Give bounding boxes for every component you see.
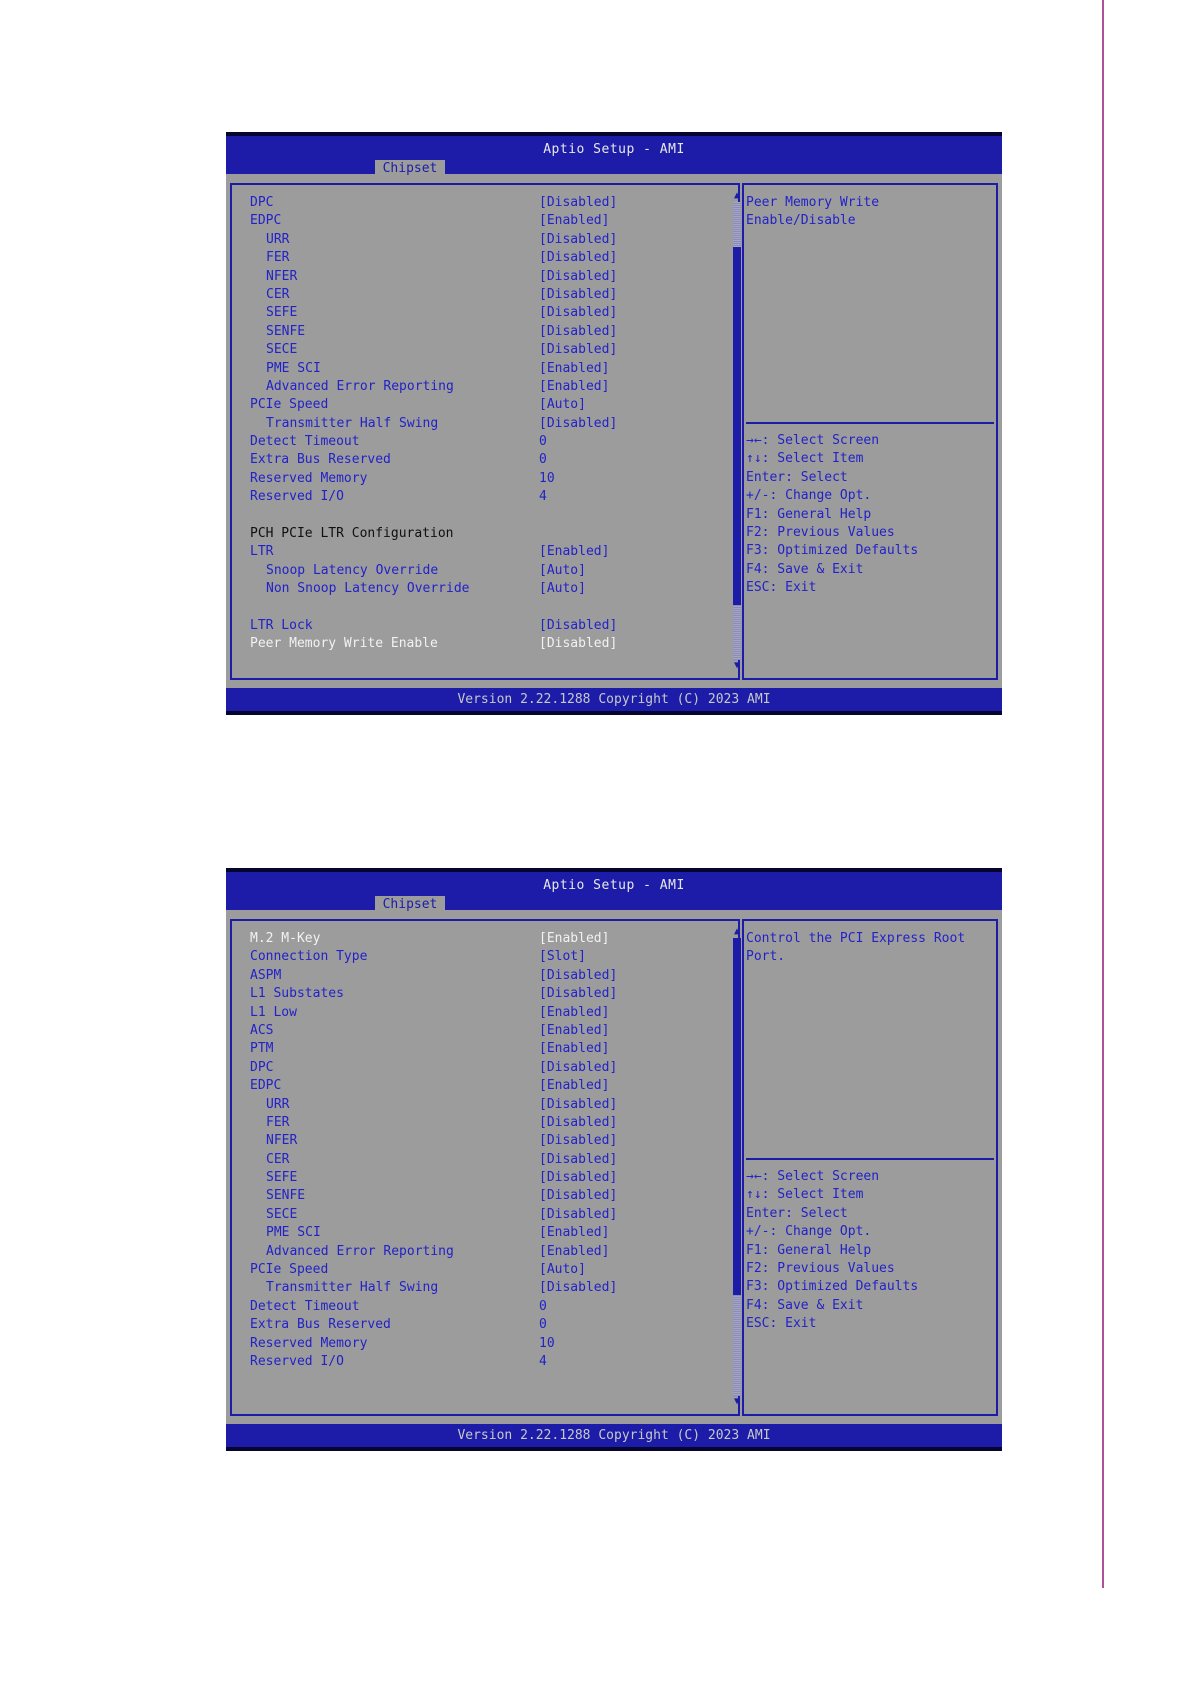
item-help-text (746, 930, 996, 967)
setting-value[interactable]: [Enabled] (539, 1243, 610, 1259)
help-separator (746, 1158, 994, 1160)
setting-label: PTM (250, 1041, 274, 1057)
setting-value[interactable]: [Enabled] (539, 1041, 610, 1057)
key-hint: ESC: Exit (746, 1316, 817, 1332)
setting-label: M.2 M-Key (250, 931, 321, 946)
setting-row[interactable] (250, 451, 720, 469)
setting-row[interactable] (250, 635, 720, 653)
setting-label: Advanced Error Reporting (266, 378, 454, 394)
key-hint: →←: Select Screen (746, 1169, 880, 1184)
setting-row[interactable] (250, 212, 720, 230)
key-legend (746, 1168, 996, 1334)
setting-row[interactable] (250, 396, 720, 414)
setting-label: DPC (250, 1059, 274, 1075)
setting-value[interactable]: 0 (539, 452, 547, 468)
setting-label: ASPM (250, 967, 282, 983)
setting-label: URR (266, 231, 290, 247)
setting-label: DPC (250, 195, 274, 210)
setting-label: NFER (266, 1133, 298, 1149)
key-hint: F3: Optimized Defaults (746, 543, 919, 559)
setting-value[interactable]: [Enabled] (539, 1225, 610, 1241)
setting-label: SEFE (266, 305, 298, 321)
key-hint: F2: Previous Values (746, 1261, 895, 1277)
scroll-up-arrow-icon[interactable]: ▲ (733, 926, 741, 937)
setting-value[interactable]: [Disabled] (539, 250, 618, 266)
key-hint: F1: General Help (746, 1242, 872, 1258)
setting-value[interactable]: [Disabled] (539, 1206, 618, 1222)
setting-value[interactable]: [Slot] (539, 949, 586, 965)
setting-value[interactable]: [Enabled] (539, 213, 610, 229)
title-bar (226, 868, 1002, 910)
key-hint: →←: Select Screen (746, 433, 880, 448)
setting-row[interactable] (250, 360, 720, 378)
setting-row[interactable] (250, 194, 720, 212)
setting-label: SECE (266, 342, 298, 358)
setting-row[interactable] (250, 341, 720, 359)
scrollbar-thumb[interactable] (733, 247, 741, 604)
setting-label: L1 Substates (250, 986, 344, 1002)
setting-value[interactable]: 0 (539, 434, 547, 450)
key-hint: +/-: Change Opt. (746, 1224, 872, 1240)
setting-label: PCIe Speed (250, 397, 329, 413)
setting-label: Non Snoop Latency Override (266, 581, 470, 597)
setting-row[interactable] (250, 1335, 720, 1353)
scroll-up-arrow-icon[interactable]: ▲ (733, 190, 741, 201)
setting-value[interactable]: [Auto] (539, 1262, 586, 1278)
scroll-down-arrow-icon[interactable]: ▼ (733, 1396, 741, 1407)
key-hint: Enter: Select (746, 1205, 848, 1221)
help-line: Peer Memory Write (746, 195, 880, 210)
setting-value[interactable]: [Disabled] (539, 986, 618, 1002)
setting-row[interactable] (250, 249, 720, 267)
setting-row[interactable] (250, 1114, 720, 1132)
key-hint: ESC: Exit (746, 580, 817, 596)
setting-label: Reserved I/O (250, 1353, 344, 1369)
setting-value[interactable]: [Disabled] (539, 231, 618, 247)
setting-value[interactable]: [Disabled] (539, 305, 618, 321)
footer-bar (226, 688, 1002, 715)
setting-label: Extra Bus Reserved (250, 1317, 391, 1333)
setting-label: Detect Timeout (250, 434, 360, 450)
setting-value[interactable]: [Auto] (539, 397, 586, 413)
setting-label: L1 Low (250, 1004, 297, 1020)
setting-label: FER (266, 1114, 290, 1130)
scroll-down-arrow-icon[interactable]: ▼ (733, 660, 741, 671)
setting-row[interactable] (250, 930, 720, 948)
setting-label: ACS (250, 1022, 274, 1038)
setting-row[interactable] (250, 1132, 720, 1150)
setting-label: PCIe Speed (250, 1262, 329, 1278)
setting-label: SECE (266, 1206, 298, 1222)
key-hint: F4: Save & Exit (746, 1297, 864, 1313)
key-hint: F4: Save & Exit (746, 561, 864, 577)
setting-row[interactable] (250, 470, 720, 488)
setting-row[interactable] (250, 1169, 720, 1187)
setting-row[interactable] (250, 1279, 720, 1297)
settings-list (250, 930, 720, 1371)
bios-screen-2 (226, 868, 1002, 1451)
key-hint: ↑↓: Select Item (746, 1187, 864, 1203)
setting-label: LTR (250, 544, 274, 560)
setting-value[interactable]: [Disabled] (539, 1170, 618, 1186)
setting-row[interactable] (250, 562, 720, 580)
setting-row[interactable] (250, 1004, 720, 1022)
setting-row[interactable] (250, 948, 720, 966)
setting-value[interactable]: [Enabled] (539, 1078, 610, 1094)
setting-row[interactable] (250, 1224, 720, 1242)
setting-row[interactable] (250, 1353, 720, 1371)
setting-label: NFER (266, 268, 298, 284)
setting-row[interactable] (250, 1022, 720, 1040)
blank-row (250, 507, 720, 525)
setting-label: Connection Type (250, 949, 368, 965)
setting-label: Reserved Memory (250, 1335, 368, 1351)
setting-value[interactable]: [Enabled] (539, 378, 610, 394)
setting-label: CER (266, 286, 290, 302)
setting-label: URR (266, 1096, 290, 1112)
setting-label: Peer Memory Write Enable (250, 636, 438, 652)
setting-label: SEFE (266, 1170, 298, 1186)
setting-value[interactable]: [Auto] (539, 581, 586, 597)
key-hint: F2: Previous Values (746, 525, 895, 541)
title-bar (226, 132, 1002, 174)
setting-row[interactable] (250, 985, 720, 1003)
setting-label: Detect Timeout (250, 1298, 360, 1314)
setting-value[interactable]: 10 (539, 1335, 555, 1351)
setting-value[interactable]: [Disabled] (539, 967, 618, 983)
window-title: Aptio Setup - AMI (543, 878, 685, 893)
setting-row[interactable] (250, 1077, 720, 1095)
scrollbar-thumb[interactable] (733, 938, 741, 1295)
key-hint: Enter: Select (746, 469, 848, 485)
setting-value[interactable]: 4 (539, 1353, 547, 1369)
setting-value[interactable]: [Disabled] (539, 268, 618, 284)
help-line: Enable/Disable (746, 213, 856, 229)
setting-row[interactable] (250, 433, 720, 451)
setting-value[interactable]: [Disabled] (539, 1059, 618, 1075)
setting-row[interactable] (250, 1040, 720, 1058)
setting-row[interactable] (250, 1151, 720, 1169)
key-hint: ↑↓: Select Item (746, 451, 864, 467)
setting-label: Transmitter Half Swing (266, 1280, 439, 1296)
setting-label: LTR Lock (250, 617, 313, 633)
setting-label: EDPC (250, 1078, 282, 1094)
setting-label: Reserved I/O (250, 489, 344, 505)
bios-screen-1 (226, 132, 1002, 715)
setting-row[interactable] (250, 1298, 720, 1316)
version-text: Version 2.22.1288 Copyright (C) 2023 AMI (457, 1428, 771, 1443)
setting-row[interactable] (250, 415, 720, 433)
setting-row[interactable] (250, 1243, 720, 1261)
setting-value[interactable]: [Enabled] (539, 544, 610, 560)
setting-value[interactable]: [Disabled] (539, 286, 618, 302)
setting-label: SENFE (266, 1188, 306, 1204)
setting-row[interactable] (250, 231, 720, 249)
setting-row[interactable] (250, 304, 720, 322)
setting-value[interactable]: [Auto] (539, 562, 586, 578)
item-help-text (746, 194, 996, 231)
setting-row[interactable] (250, 1206, 720, 1224)
setting-row[interactable] (250, 488, 720, 506)
setting-row[interactable] (250, 1096, 720, 1114)
setting-value[interactable]: [Disabled] (539, 323, 618, 339)
setting-value[interactable]: 0 (539, 1317, 547, 1333)
key-legend (746, 432, 996, 598)
setting-value[interactable]: [Enabled] (539, 931, 610, 946)
setting-value[interactable]: [Disabled] (539, 1133, 618, 1149)
setting-row[interactable] (250, 617, 720, 635)
section-heading: PCH PCIe LTR Configuration (250, 526, 454, 542)
setting-label: Snoop Latency Override (266, 562, 439, 578)
help-line: Control the PCI Express Root (746, 931, 966, 946)
help-separator (746, 422, 994, 424)
blank-row (250, 599, 720, 617)
setting-row[interactable] (250, 1316, 720, 1334)
setting-value[interactable]: [Disabled] (539, 636, 618, 652)
setting-value[interactable]: [Enabled] (539, 1022, 610, 1038)
setting-row[interactable] (250, 967, 720, 985)
setting-label: FER (266, 250, 290, 266)
version-text: Version 2.22.1288 Copyright (C) 2023 AMI (457, 692, 771, 707)
setting-value[interactable]: [Enabled] (539, 360, 610, 376)
setting-label: EDPC (250, 213, 282, 229)
key-hint: F1: General Help (746, 506, 872, 522)
page-side-rule (1102, 0, 1104, 1588)
setting-row[interactable] (250, 323, 720, 341)
setting-row[interactable] (250, 286, 720, 304)
settings-list (250, 194, 720, 654)
key-hint: F3: Optimized Defaults (746, 1279, 919, 1295)
setting-value[interactable]: [Disabled] (539, 1114, 618, 1130)
setting-label: SENFE (266, 323, 306, 339)
setting-label: PME SCI (266, 360, 321, 376)
setting-label: Transmitter Half Swing (266, 415, 439, 431)
setting-label: PME SCI (266, 1225, 321, 1241)
setting-row[interactable] (250, 580, 720, 598)
setting-row[interactable] (250, 1187, 720, 1205)
setting-value[interactable]: [Disabled] (539, 1151, 618, 1167)
setting-value[interactable]: 4 (539, 489, 547, 505)
setting-row (250, 525, 720, 543)
key-hint: +/-: Change Opt. (746, 488, 872, 504)
setting-value[interactable]: [Disabled] (539, 1096, 618, 1112)
setting-value[interactable]: 0 (539, 1298, 547, 1314)
footer-bar (226, 1424, 1002, 1451)
setting-row[interactable] (250, 1059, 720, 1077)
setting-row[interactable] (250, 378, 720, 396)
setting-value[interactable]: [Disabled] (539, 1280, 618, 1296)
setting-row[interactable] (250, 268, 720, 286)
setting-row[interactable] (250, 1261, 720, 1279)
setting-value[interactable]: [Disabled] (539, 1188, 618, 1204)
setting-value[interactable]: [Disabled] (539, 415, 618, 431)
tab-chipset[interactable]: Chipset (375, 160, 445, 178)
setting-label: Advanced Error Reporting (266, 1243, 454, 1259)
setting-value[interactable]: [Disabled] (539, 342, 618, 358)
setting-label: Extra Bus Reserved (250, 452, 391, 468)
help-line: Port. (746, 949, 786, 965)
setting-value[interactable]: [Disabled] (539, 195, 618, 210)
setting-value[interactable]: [Disabled] (539, 617, 618, 633)
window-title: Aptio Setup - AMI (543, 142, 685, 157)
tab-chipset[interactable]: Chipset (375, 896, 445, 914)
setting-value[interactable]: [Enabled] (539, 1004, 610, 1020)
setting-value[interactable]: 10 (539, 470, 555, 486)
setting-row[interactable] (250, 543, 720, 561)
setting-label: CER (266, 1151, 290, 1167)
setting-label: Reserved Memory (250, 470, 368, 486)
